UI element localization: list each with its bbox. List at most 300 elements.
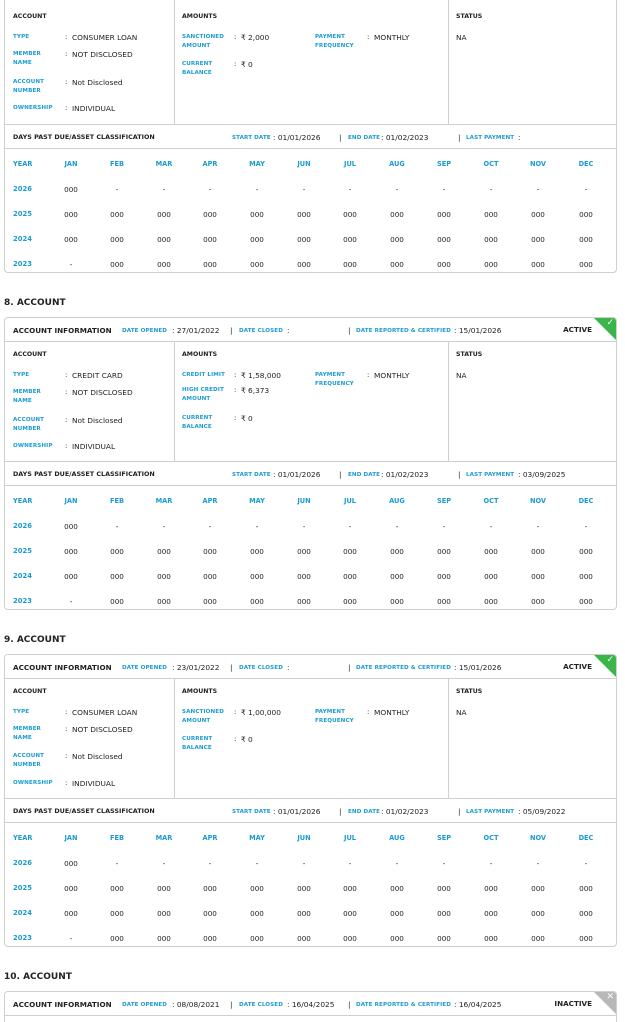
year-cell: 2023 bbox=[13, 597, 32, 605]
status-value: NA bbox=[456, 708, 467, 717]
year-cell: 2026 bbox=[13, 522, 32, 530]
dpd-cell: - bbox=[536, 859, 540, 868]
end-date-label: END DATE bbox=[348, 135, 381, 141]
ownership-label: OWNERSHIP bbox=[13, 105, 53, 111]
dpd-cell: 000 bbox=[531, 547, 545, 556]
dpd-cell: 000 bbox=[531, 597, 545, 606]
dpd-cell: 000 bbox=[390, 597, 404, 606]
credit-limit-value: ₹ 1,58,000 bbox=[241, 371, 281, 380]
dpd-cell: 000 bbox=[250, 235, 264, 244]
dpd-cell: - bbox=[302, 859, 306, 868]
month-header-jul: JUL bbox=[343, 497, 356, 505]
date-reported-label: DATE REPORTED & CERTIFIED bbox=[356, 1002, 451, 1008]
status-value: NA bbox=[456, 371, 467, 380]
dpd-cell: 000 bbox=[579, 597, 593, 606]
account-section-heading: ACCOUNT bbox=[13, 351, 47, 358]
dpd-bar: DAYS PAST DUE/ASSET CLASSIFICATION START DATE : 01/01/2026 | END DATE : 01/02/2023 | LAST PAYMENT : 03/09/2025 bbox=[5, 462, 616, 486]
ownership-value: INDIVIDUAL bbox=[72, 442, 116, 451]
dpd-cell: - bbox=[536, 522, 540, 531]
dpd-cell: 000 bbox=[203, 884, 217, 893]
dpd-cell: 000 bbox=[250, 572, 264, 581]
dpd-cell: 000 bbox=[343, 884, 357, 893]
date-reported-value: 15/01/2026 bbox=[458, 663, 502, 672]
date-reported-label: DATE REPORTED & CERTIFIED bbox=[356, 328, 451, 334]
account-info-bar: ACCOUNT INFORMATION DATE OPENED : 23/01/2022 | DATE CLOSED : | DATE REPORTED & CERTIFIED : 15/01/2026 ACTIVE ✓ bbox=[5, 655, 616, 679]
dpd-cell: - bbox=[69, 934, 73, 943]
dpd-bar: DAYS PAST DUE/ASSET CLASSIFICATION START DATE : 01/01/2026 | END DATE : 01/02/2023 | LAST PAYMENT : 05/09/2022 bbox=[5, 799, 616, 823]
start-date-value: 01/01/2026 bbox=[277, 807, 321, 816]
status-value: NA bbox=[456, 33, 467, 42]
month-header-jul: JUL bbox=[343, 834, 356, 842]
year-cell: 2024 bbox=[13, 572, 32, 580]
dpd-cell: - bbox=[255, 859, 259, 868]
date-closed-label: DATE CLOSED bbox=[239, 665, 283, 671]
dpd-cell: 000 bbox=[484, 884, 498, 893]
month-header-aug: AUG bbox=[389, 834, 405, 842]
start-date-value: 01/01/2026 bbox=[277, 470, 321, 479]
dpd-cell: - bbox=[302, 185, 306, 194]
dpd-cell: 000 bbox=[203, 909, 217, 918]
dpd-cell: - bbox=[162, 522, 166, 531]
sanctioned-amount-value: ₹ 1,00,000 bbox=[241, 708, 281, 717]
dpd-cell: 000 bbox=[250, 210, 264, 219]
account-number-label: ACCOUNT NUMBER bbox=[13, 79, 45, 94]
month-header-dec: DEC bbox=[578, 497, 594, 505]
account-9-details: ACCOUNT AMOUNTS STATUS TYPE : CONSUMER LOAN MEMBER NAME : NOT DISCLOSED ACCOUNT NUMBER : Not Disclosed OWNERSHIP : INDIVIDUAL SANCTIONED AMOUNT : ₹ 1,00,000 CURRENT BALANCE : ₹ 0 PAYMENT FREQUENCY : MONTHLY NA bbox=[5, 679, 616, 799]
dpd-cell: 000 bbox=[64, 884, 78, 893]
year-cell: 2023 bbox=[13, 260, 32, 268]
dpd-cell: 000 bbox=[203, 260, 217, 269]
dpd-cell: 000 bbox=[110, 909, 124, 918]
dpd-cell: 000 bbox=[531, 572, 545, 581]
dpd-cell: 000 bbox=[297, 260, 311, 269]
start-date-label: START DATE bbox=[232, 472, 271, 478]
dpd-cell: - bbox=[489, 185, 493, 194]
month-header-sep: SEP bbox=[436, 160, 452, 168]
dpd-cell: 000 bbox=[250, 884, 264, 893]
dpd-cell: 000 bbox=[390, 235, 404, 244]
date-opened-label: DATE OPENED bbox=[122, 328, 168, 334]
amounts-section-heading: AMOUNTS bbox=[182, 351, 218, 358]
dpd-cell: 000 bbox=[579, 884, 593, 893]
dpd-cell: 000 bbox=[390, 572, 404, 581]
status-section-heading: STATUS bbox=[456, 351, 483, 358]
dpd-cell: 000 bbox=[64, 909, 78, 918]
dpd-cell: 000 bbox=[343, 547, 357, 556]
dpd-cell: 000 bbox=[484, 597, 498, 606]
dpd-cell: - bbox=[302, 522, 306, 531]
dpd-cell: 000 bbox=[64, 859, 78, 868]
month-header-year: YEAR bbox=[13, 834, 33, 842]
month-header-jan: JAN bbox=[64, 834, 78, 842]
dpd-cell: - bbox=[442, 185, 446, 194]
year-cell: 2024 bbox=[13, 235, 32, 243]
start-date-label: START DATE bbox=[232, 135, 271, 141]
dpd-cell: 000 bbox=[157, 572, 171, 581]
dpd-cell: 000 bbox=[64, 185, 78, 194]
dpd-cell: 000 bbox=[110, 597, 124, 606]
month-header-nov: NOV bbox=[529, 160, 547, 168]
month-header-jul: JUL bbox=[343, 160, 356, 168]
dpd-cell: - bbox=[536, 185, 540, 194]
dpd-cell: 000 bbox=[579, 909, 593, 918]
dpd-grid bbox=[5, 823, 616, 947]
dpd-bar: DAYS PAST DUE/ASSET CLASSIFICATION START DATE : 01/01/2026 | END DATE : 01/02/2023 | LAST PAYMENT : bbox=[5, 125, 616, 149]
dpd-cell: 000 bbox=[343, 572, 357, 581]
dpd-cell: - bbox=[115, 185, 119, 194]
dpd-cell: 000 bbox=[64, 235, 78, 244]
month-header-feb: FEB bbox=[109, 497, 125, 505]
dpd-cell: 000 bbox=[110, 260, 124, 269]
dpd-cell: 000 bbox=[297, 210, 311, 219]
account-status-badge: INACTIVE bbox=[554, 999, 592, 1008]
account-info-title: ACCOUNT INFORMATION bbox=[13, 663, 112, 672]
dpd-cell: 000 bbox=[579, 260, 593, 269]
date-opened-value: 27/01/2022 bbox=[176, 326, 220, 335]
date-opened-label: DATE OPENED bbox=[122, 665, 168, 671]
year-cell: 2025 bbox=[13, 210, 32, 218]
month-header-aug: AUG bbox=[389, 160, 405, 168]
dpd-cell: 000 bbox=[297, 547, 311, 556]
dpd-cell: - bbox=[584, 859, 588, 868]
account-9-heading: 9. ACCOUNT bbox=[4, 635, 66, 645]
dpd-cell: 000 bbox=[250, 547, 264, 556]
sanctioned-amount-label: SANCTIONED AMOUNT bbox=[182, 34, 224, 49]
last-payment-label: LAST PAYMENT bbox=[466, 472, 515, 478]
month-header-feb: FEB bbox=[109, 834, 125, 842]
dpd-cell: - bbox=[69, 260, 73, 269]
current-balance-value: ₹ 0 bbox=[241, 735, 253, 744]
month-header-dec: DEC bbox=[578, 834, 594, 842]
month-header-jun: JUN bbox=[297, 497, 311, 505]
month-header-year: YEAR bbox=[13, 160, 33, 168]
dpd-cell: 000 bbox=[484, 934, 498, 943]
dpd-cell: 000 bbox=[203, 547, 217, 556]
date-opened-value: 23/01/2022 bbox=[176, 663, 220, 672]
type-value: CONSUMER LOAN bbox=[72, 33, 138, 42]
dpd-cell: 000 bbox=[64, 522, 78, 531]
dpd-cell: - bbox=[115, 522, 119, 531]
month-header-mar: MAR bbox=[155, 160, 173, 168]
payment-frequency-label: PAYMENT FREQUENCY bbox=[315, 709, 354, 724]
month-header-may: MAY bbox=[249, 160, 265, 168]
high-credit-amount-label: HIGH CREDIT AMOUNT bbox=[182, 387, 224, 402]
dpd-cell: 000 bbox=[297, 572, 311, 581]
type-label: TYPE bbox=[13, 372, 30, 378]
dpd-cell: 000 bbox=[437, 547, 451, 556]
dpd-cell: - bbox=[489, 859, 493, 868]
current-balance-label: CURRENT BALANCE bbox=[182, 415, 213, 430]
account-status-badge: ACTIVE bbox=[563, 662, 592, 671]
dpd-cell: - bbox=[395, 859, 399, 868]
dpd-cell: - bbox=[162, 185, 166, 194]
dpd-cell: - bbox=[162, 859, 166, 868]
year-cell: 2025 bbox=[13, 547, 32, 555]
dpd-cell: 000 bbox=[157, 934, 171, 943]
account-info-bar: ACCOUNT INFORMATION DATE OPENED : 27/01/2022 | DATE CLOSED : | DATE REPORTED & CERTIFIED : 15/01/2026 ACTIVE ✓ bbox=[5, 318, 616, 342]
dpd-title: DAYS PAST DUE/ASSET CLASSIFICATION bbox=[13, 807, 155, 815]
dpd-cell: 000 bbox=[297, 909, 311, 918]
month-header-oct: OCT bbox=[483, 834, 499, 842]
account-section-heading: ACCOUNT bbox=[13, 688, 47, 695]
month-header-aug: AUG bbox=[389, 497, 405, 505]
dpd-cell: - bbox=[69, 597, 73, 606]
dpd-cell: 000 bbox=[390, 260, 404, 269]
dpd-title: DAYS PAST DUE/ASSET CLASSIFICATION bbox=[13, 470, 155, 478]
month-header-dec: DEC bbox=[578, 160, 594, 168]
member-name-label: MEMBER NAME bbox=[13, 51, 41, 66]
account-9-card bbox=[4, 654, 617, 947]
dpd-cell: 000 bbox=[297, 235, 311, 244]
ownership-label: OWNERSHIP bbox=[13, 443, 53, 449]
date-reported-value: 16/04/2025 bbox=[458, 1000, 502, 1009]
dpd-cell: - bbox=[584, 522, 588, 531]
date-reported-label: DATE REPORTED & CERTIFIED bbox=[356, 665, 451, 671]
month-header-nov: NOV bbox=[529, 834, 547, 842]
dpd-cell: 000 bbox=[110, 572, 124, 581]
dpd-cell: - bbox=[489, 522, 493, 531]
dpd-cell: 000 bbox=[343, 235, 357, 244]
dpd-cell: 000 bbox=[297, 884, 311, 893]
month-header-feb: FEB bbox=[109, 160, 125, 168]
dpd-cell: 000 bbox=[484, 210, 498, 219]
dpd-cell: 000 bbox=[343, 909, 357, 918]
dpd-cell: 000 bbox=[437, 235, 451, 244]
start-date-label: START DATE bbox=[232, 809, 271, 815]
sanctioned-amount-label: SANCTIONED AMOUNT bbox=[182, 709, 224, 724]
month-header-may: MAY bbox=[249, 834, 265, 842]
month-header-mar: MAR bbox=[155, 834, 173, 842]
end-date-label: END DATE bbox=[348, 472, 381, 478]
account-number-label: ACCOUNT NUMBER bbox=[13, 417, 45, 432]
dpd-cell: 000 bbox=[437, 884, 451, 893]
year-cell: 2024 bbox=[13, 909, 32, 917]
dpd-cell: 000 bbox=[64, 547, 78, 556]
sanctioned-amount-value: ₹ 2,000 bbox=[241, 33, 270, 42]
last-payment-label: LAST PAYMENT bbox=[466, 809, 515, 815]
dpd-cell: - bbox=[208, 859, 212, 868]
year-cell: 2023 bbox=[13, 934, 32, 942]
dpd-cell: 000 bbox=[531, 235, 545, 244]
dpd-cell: 000 bbox=[157, 547, 171, 556]
dpd-cell: 000 bbox=[390, 934, 404, 943]
year-cell: 2026 bbox=[13, 859, 32, 867]
dpd-cell: 000 bbox=[579, 210, 593, 219]
payment-frequency-value: MONTHLY bbox=[374, 708, 410, 717]
dpd-cell: 000 bbox=[531, 210, 545, 219]
dpd-cell: - bbox=[348, 185, 352, 194]
month-header-oct: OCT bbox=[483, 497, 499, 505]
dpd-cell: 000 bbox=[110, 210, 124, 219]
start-date-value: 01/01/2026 bbox=[277, 133, 321, 142]
dpd-cell: - bbox=[255, 185, 259, 194]
dpd-cell: - bbox=[395, 185, 399, 194]
dpd-cell: 000 bbox=[203, 934, 217, 943]
account-8-heading: 8. ACCOUNT bbox=[4, 298, 66, 308]
dpd-cell: 000 bbox=[157, 884, 171, 893]
dpd-cell: 000 bbox=[343, 597, 357, 606]
date-closed-value: 16/04/2025 bbox=[291, 1000, 335, 1009]
year-cell: 2025 bbox=[13, 884, 32, 892]
year-cell: 2026 bbox=[13, 185, 32, 193]
payment-frequency-label: PAYMENT FREQUENCY bbox=[315, 34, 354, 49]
dpd-cell: 000 bbox=[297, 597, 311, 606]
last-payment-value: 03/09/2025 bbox=[522, 470, 566, 479]
account-8-details: ACCOUNT AMOUNTS STATUS TYPE : CREDIT CARD MEMBER NAME : NOT DISCLOSED ACCOUNT NUMBER : Not Disclosed OWNERSHIP : INDIVIDUAL CREDIT LIMIT : ₹ 1,58,000 HIGH CREDIT AMOUNT : ₹ 6,373 CURRENT BALANCE : ₹ 0 PAYMENT FREQUENCY : MONTHLY NA bbox=[5, 342, 616, 462]
month-header-mar: MAR bbox=[155, 497, 173, 505]
dpd-cell: 000 bbox=[437, 572, 451, 581]
dpd-cell: 000 bbox=[157, 597, 171, 606]
account-7-details: ACCOUNT AMOUNTS STATUS TYPE : CONSUMER LOAN MEMBER NAME : NOT DISCLOSED ACCOUNT NUMBER : Not Disclosed OWNERSHIP : INDIVIDUAL SANCTIONED AMOUNT : ₹ 2,000 CURRENT BALANCE : ₹ 0 PAYMENT FREQUENCY : MONTHLY NA bbox=[5, 0, 616, 125]
dpd-cell: 000 bbox=[390, 884, 404, 893]
dpd-cell: 000 bbox=[110, 934, 124, 943]
dpd-cell: 000 bbox=[484, 909, 498, 918]
high-credit-amount-value: ₹ 6,373 bbox=[241, 386, 270, 395]
dpd-cell: 000 bbox=[203, 572, 217, 581]
member-name-label: MEMBER NAME bbox=[13, 726, 41, 741]
dpd-cell: - bbox=[348, 522, 352, 531]
status-section-heading: STATUS bbox=[456, 13, 483, 20]
close-icon: ✕ bbox=[606, 992, 614, 1002]
end-date-value: 01/02/2023 bbox=[385, 807, 429, 816]
dpd-cell: 000 bbox=[110, 884, 124, 893]
month-header-nov: NOV bbox=[529, 497, 547, 505]
date-opened-label: DATE OPENED bbox=[122, 1002, 168, 1008]
dpd-title: DAYS PAST DUE/ASSET CLASSIFICATION bbox=[13, 133, 155, 141]
payment-frequency-value: MONTHLY bbox=[374, 371, 410, 380]
dpd-cell: 000 bbox=[437, 934, 451, 943]
month-header-apr: APR bbox=[202, 497, 218, 505]
account-info-title: ACCOUNT INFORMATION bbox=[13, 326, 112, 335]
dpd-grid bbox=[5, 486, 616, 610]
dpd-cell: 000 bbox=[250, 909, 264, 918]
check-icon: ✓ bbox=[606, 318, 614, 328]
dpd-cell: 000 bbox=[343, 260, 357, 269]
month-header-may: MAY bbox=[249, 497, 265, 505]
dpd-cell: - bbox=[584, 185, 588, 194]
account-10-card bbox=[4, 991, 617, 1022]
payment-frequency-label: PAYMENT FREQUENCY bbox=[315, 372, 354, 387]
month-header-jun: JUN bbox=[297, 834, 311, 842]
dpd-cell: 000 bbox=[157, 235, 171, 244]
account-number-value: Not Disclosed bbox=[72, 752, 123, 761]
dpd-cell: 000 bbox=[437, 260, 451, 269]
dpd-cell: - bbox=[442, 522, 446, 531]
member-name-label: MEMBER NAME bbox=[13, 389, 41, 404]
dpd-cell: 000 bbox=[437, 909, 451, 918]
dpd-cell: 000 bbox=[343, 934, 357, 943]
account-info-bar: ACCOUNT INFORMATION DATE OPENED : 08/08/2021 | DATE CLOSED : 16/04/2025 | DATE REPORTED & CERTIFIED : 16/04/2025 INACTIVE ✕ bbox=[5, 992, 616, 1016]
dpd-cell: 000 bbox=[390, 210, 404, 219]
account-number-label: ACCOUNT NUMBER bbox=[13, 753, 45, 768]
current-balance-label: CURRENT BALANCE bbox=[182, 736, 213, 751]
dpd-cell: 000 bbox=[579, 572, 593, 581]
dpd-cell: 000 bbox=[110, 235, 124, 244]
dpd-cell: 000 bbox=[110, 547, 124, 556]
amounts-section-heading: AMOUNTS bbox=[182, 13, 218, 20]
month-header-sep: SEP bbox=[436, 497, 452, 505]
dpd-cell: 000 bbox=[484, 260, 498, 269]
credit-limit-label: CREDIT LIMIT bbox=[182, 372, 226, 378]
payment-frequency-value: MONTHLY bbox=[374, 33, 410, 42]
dpd-cell: 000 bbox=[64, 210, 78, 219]
dpd-cell: 000 bbox=[484, 547, 498, 556]
type-label: TYPE bbox=[13, 34, 30, 40]
account-10-heading: 10. ACCOUNT bbox=[4, 972, 72, 982]
dpd-cell: 000 bbox=[484, 572, 498, 581]
dpd-cell: - bbox=[115, 859, 119, 868]
dpd-grid bbox=[5, 149, 616, 273]
current-balance-value: ₹ 0 bbox=[241, 414, 253, 423]
dpd-cell: 000 bbox=[484, 235, 498, 244]
type-value: CREDIT CARD bbox=[72, 371, 123, 380]
dpd-cell: 000 bbox=[579, 235, 593, 244]
dpd-cell: 000 bbox=[203, 210, 217, 219]
dpd-cell: 000 bbox=[343, 210, 357, 219]
date-closed-label: DATE CLOSED bbox=[239, 1002, 283, 1008]
member-name-value: NOT DISCLOSED bbox=[72, 388, 133, 397]
account-info-title: ACCOUNT INFORMATION bbox=[13, 1000, 112, 1009]
account-7-card bbox=[4, 0, 617, 273]
dpd-cell: 000 bbox=[579, 934, 593, 943]
dpd-cell: 000 bbox=[531, 260, 545, 269]
month-header-jun: JUN bbox=[297, 160, 311, 168]
dpd-cell: 000 bbox=[531, 909, 545, 918]
last-payment-value: 05/09/2022 bbox=[522, 807, 566, 816]
current-balance-value: ₹ 0 bbox=[241, 60, 253, 69]
month-header-apr: APR bbox=[202, 834, 218, 842]
month-header-jan: JAN bbox=[64, 497, 78, 505]
date-reported-value: 15/01/2026 bbox=[458, 326, 502, 335]
date-closed-label: DATE CLOSED bbox=[239, 328, 283, 334]
amounts-section-heading: AMOUNTS bbox=[182, 688, 218, 695]
dpd-cell: 000 bbox=[297, 934, 311, 943]
dpd-cell: - bbox=[208, 522, 212, 531]
dpd-cell: 000 bbox=[437, 597, 451, 606]
dpd-cell: 000 bbox=[157, 210, 171, 219]
last-payment-label: LAST PAYMENT bbox=[466, 135, 515, 141]
dpd-cell: - bbox=[255, 522, 259, 531]
dpd-cell: - bbox=[395, 522, 399, 531]
current-balance-label: CURRENT BALANCE bbox=[182, 61, 213, 76]
ownership-label: OWNERSHIP bbox=[13, 780, 53, 786]
month-header-jan: JAN bbox=[64, 160, 78, 168]
month-header-oct: OCT bbox=[483, 160, 499, 168]
dpd-cell: 000 bbox=[250, 597, 264, 606]
member-name-value: NOT DISCLOSED bbox=[72, 725, 133, 734]
dpd-cell: 000 bbox=[250, 260, 264, 269]
type-value: CONSUMER LOAN bbox=[72, 708, 138, 717]
dpd-cell: 000 bbox=[203, 235, 217, 244]
account-number-value: Not Disclosed bbox=[72, 78, 123, 87]
month-header-sep: SEP bbox=[436, 834, 452, 842]
dpd-cell: 000 bbox=[203, 597, 217, 606]
member-name-value: NOT DISCLOSED bbox=[72, 50, 133, 59]
end-date-label: END DATE bbox=[348, 809, 381, 815]
dpd-cell: 000 bbox=[531, 884, 545, 893]
account-status-badge: ACTIVE bbox=[563, 325, 592, 334]
status-section-heading: STATUS bbox=[456, 688, 483, 695]
dpd-cell: 000 bbox=[390, 909, 404, 918]
dpd-cell: 000 bbox=[157, 909, 171, 918]
dpd-cell: 000 bbox=[437, 210, 451, 219]
check-icon: ✓ bbox=[606, 655, 614, 665]
dpd-cell: 000 bbox=[579, 547, 593, 556]
dpd-cell: 000 bbox=[250, 934, 264, 943]
dpd-cell: 000 bbox=[157, 260, 171, 269]
dpd-cell: - bbox=[208, 185, 212, 194]
month-header-apr: APR bbox=[202, 160, 218, 168]
